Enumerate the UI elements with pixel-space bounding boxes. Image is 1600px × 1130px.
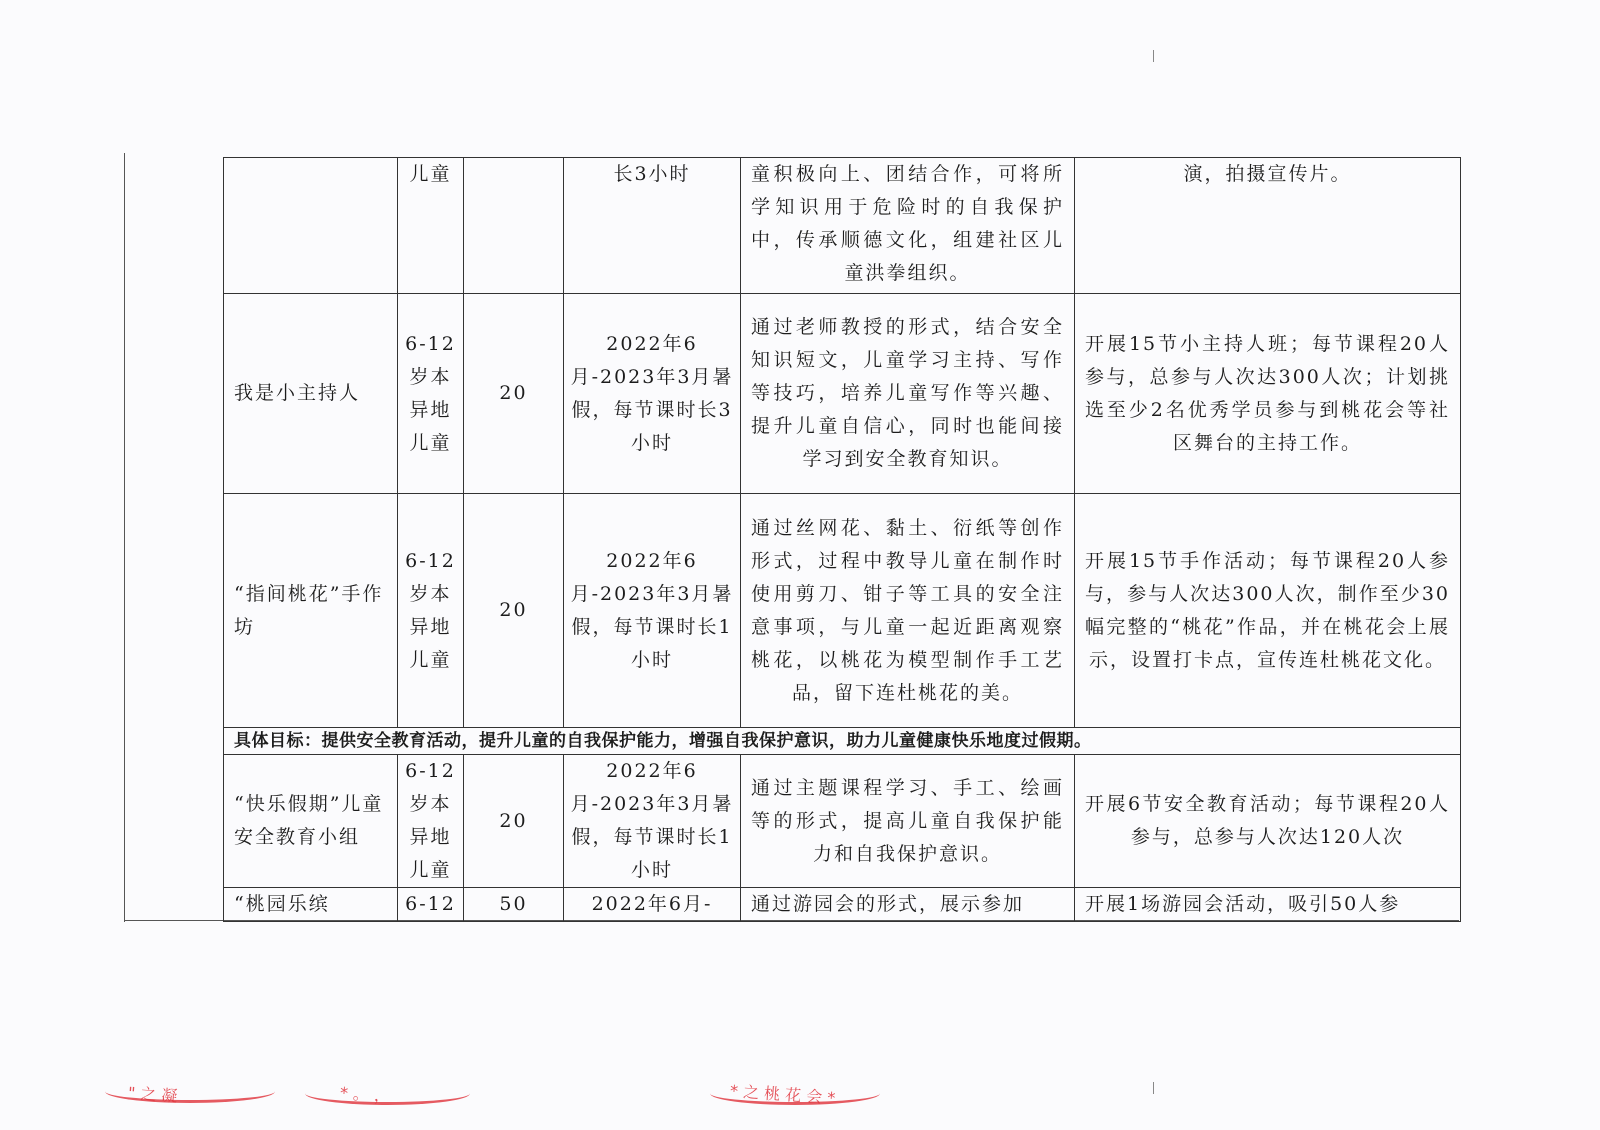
scan-mark bbox=[1153, 50, 1154, 62]
expected-output-cell: 演，拍摄宣传片。 bbox=[1075, 158, 1461, 294]
table-row bbox=[224, 494, 1461, 728]
target-group-cell: 6-12 bbox=[398, 888, 464, 922]
activity-name-cell: 我是小主持人 bbox=[224, 294, 398, 494]
schedule-cell: 长3小时 bbox=[564, 158, 741, 294]
participant-count-cell bbox=[464, 158, 564, 294]
activity-plan-table bbox=[223, 157, 1461, 922]
schedule-cell: 2022年6月-2023年3月暑假，每节课时长3小时 bbox=[564, 294, 741, 494]
activity-content-cell: 通过老师教授的形式，结合安全知识短文，儿童学习主持、写作等技巧，培养儿童写作等兴趣、提升儿童自信心，同时也能间接学习到安全教育知识。 bbox=[741, 294, 1075, 494]
target-group-cell: 6-12岁本异地儿童 bbox=[398, 494, 464, 728]
schedule-cell: 2022年6月-2023年3月暑假，每节课时长1小时 bbox=[564, 494, 741, 728]
activity-name-cell: “桃园乐缤 bbox=[224, 888, 398, 922]
goal-row bbox=[224, 728, 1461, 755]
target-group-cell: 儿童 bbox=[398, 158, 464, 294]
expected-output-cell: 开展6节安全教育活动；每节课程20人参与，总参与人次达120人次 bbox=[1075, 755, 1461, 888]
activity-name-cell: “快乐假期”儿童安全教育小组 bbox=[224, 755, 398, 888]
expected-output-cell: 开展15节手作活动；每节课程20人参与，参与人次达300人次，制作至少30幅完整的“桃花”作品，并在桃花会上展示，设置打卡点，宣传连杜桃花文化。 bbox=[1075, 494, 1461, 728]
participant-count-cell: 20 bbox=[464, 494, 564, 728]
schedule-cell: 2022年6月-2023年3月暑假，每节课时长1小时 bbox=[564, 755, 741, 888]
schedule-cell: 2022年6月- bbox=[564, 888, 741, 922]
table-row bbox=[224, 888, 1461, 922]
expected-output-cell: 开展15节小主持人班；每节课程20人参与，总参与人次达300人次；计划挑选至少2名优秀学员参与到桃花会等社区舞台的主持工作。 bbox=[1075, 294, 1461, 494]
table-row bbox=[224, 294, 1461, 494]
participant-count-cell: 20 bbox=[464, 294, 564, 494]
target-group-cell: 6-12岁本异地儿童 bbox=[398, 755, 464, 888]
stamp-seal-text: * 之 桃 花 会 * bbox=[729, 1081, 836, 1108]
stamp-seal-text: * 。 ， bbox=[339, 1083, 391, 1106]
participant-count-cell: 50 bbox=[464, 888, 564, 922]
activity-name-cell: “指间桃花”手作坊 bbox=[224, 494, 398, 728]
specific-goal-text: 具体目标：提供安全教育活动，提升儿童的自我保护能力，增强自我保护意识，助力儿童健康快乐地度过假期。 bbox=[224, 728, 1461, 755]
table-row bbox=[224, 755, 1461, 888]
activity-name-cell bbox=[224, 158, 398, 294]
table-row bbox=[224, 158, 1461, 294]
expected-output-cell: 开展1场游园会活动，吸引50人参 bbox=[1075, 888, 1461, 922]
activity-content-cell: 通过主题课程学习、手工、绘画等的形式，提高儿童自我保护能力和自我保护意识。 bbox=[741, 755, 1075, 888]
activity-content-cell: 通过丝网花、黏土、衍纸等创作形式，过程中教导儿童在制作时使用剪刀、钳子等工具的安全注意事项，与儿童一起近距离观察桃花，以桃花为模型制作手工艺品，留下连杜桃花的美。 bbox=[741, 494, 1075, 728]
activity-content-cell: 童积极向上、团结合作，可将所学知识用于危险时的自我保护中，传承顺德文化，组建社区儿童洪拳组织。 bbox=[741, 158, 1075, 294]
activity-content-cell: 通过游园会的形式，展示参加 bbox=[741, 888, 1075, 922]
scan-mark bbox=[1153, 1082, 1154, 1094]
stamp-seal-text: " 之 凝 bbox=[127, 1083, 179, 1106]
target-group-cell: 6-12岁本异地儿童 bbox=[398, 294, 464, 494]
participant-count-cell: 20 bbox=[464, 755, 564, 888]
margin-line bbox=[124, 153, 125, 922]
